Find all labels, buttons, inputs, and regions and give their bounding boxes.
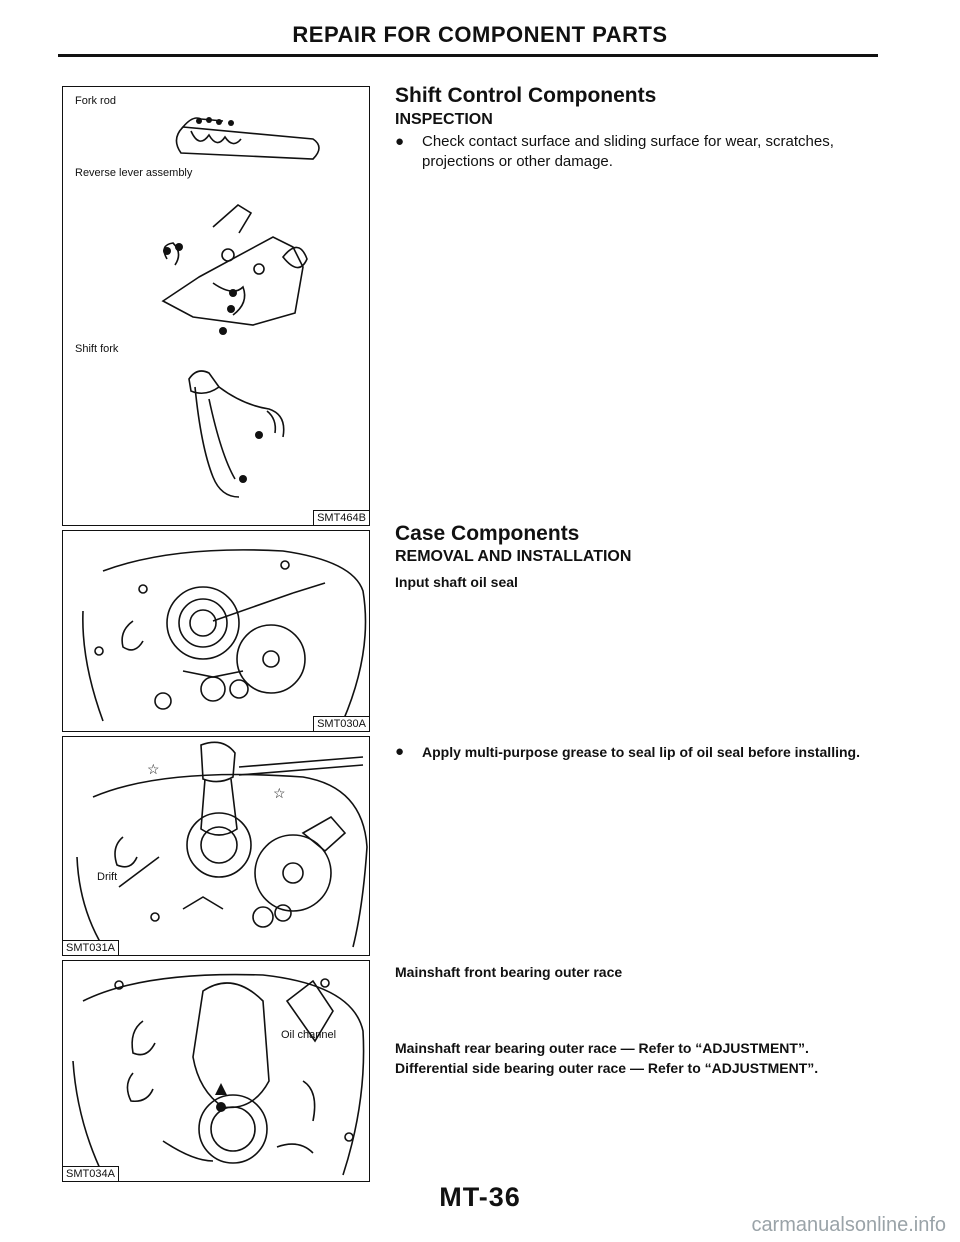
figure-code: SMT464B [313, 510, 370, 526]
figure-code: SMT030A [313, 716, 370, 732]
bullet-icon: ● [395, 743, 405, 760]
item-mainshaft-rear-bearing: Mainshaft rear bearing outer race — Refer to “ADJUSTMENT”. [395, 1040, 809, 1056]
bullet-icon: ● [395, 133, 405, 150]
inspection-bullet [395, 132, 895, 172]
item-differential-side-bearing: Differential side bearing outer race — Refer to “ADJUSTMENT”. [395, 1060, 819, 1076]
item-input-shaft-oil-seal: Input shaft oil seal [395, 574, 518, 590]
star-icon: ☆ [147, 761, 160, 777]
header-rule [58, 54, 878, 57]
figure-shift-control-components [62, 86, 370, 526]
star-icon: ☆ [273, 785, 286, 801]
figure-code: SMT031A [62, 940, 119, 956]
subsection-inspection: INSPECTION [395, 111, 493, 128]
grease-bullet [395, 742, 895, 762]
shift-components-illustration [63, 87, 370, 526]
oil-channel-illustration [63, 961, 370, 1182]
page-number: MT-36 [439, 1182, 521, 1212]
figure-oil-seal-installation [62, 736, 370, 956]
label-drift: Drift [97, 871, 118, 883]
label-reverse-lever-assembly: Reverse lever assembly [75, 167, 193, 179]
drift-installation-illustration [63, 737, 370, 956]
label-oil-channel: Oil channel [281, 1029, 337, 1041]
section-title-shift-control: Shift Control Components [395, 84, 657, 107]
transmission-case-removal-illustration [63, 531, 370, 732]
subsection-removal-installation: REMOVAL AND INSTALLATION [395, 548, 632, 565]
inspection-text: Check contact surface and sliding surface for wear, scratches, projections or other damage. [422, 133, 834, 170]
label-shift-fork: Shift fork [75, 343, 119, 355]
figure-input-shaft-oil-seal-removal [62, 530, 370, 732]
section-title-case-components: Case Components [395, 522, 580, 545]
label-fork-rod: Fork rod [75, 95, 116, 107]
grease-text: Apply multi-purpose grease to seal lip of oil seal before installing. [422, 744, 860, 760]
item-mainshaft-front-bearing: Mainshaft front bearing outer race [395, 964, 623, 980]
watermark: carmanualsonline.info [751, 1214, 946, 1236]
figure-bearing-race-oil-channel [62, 960, 370, 1182]
page-header: REPAIR FOR COMPONENT PARTS [292, 22, 668, 47]
figure-code: SMT034A [62, 1166, 119, 1182]
